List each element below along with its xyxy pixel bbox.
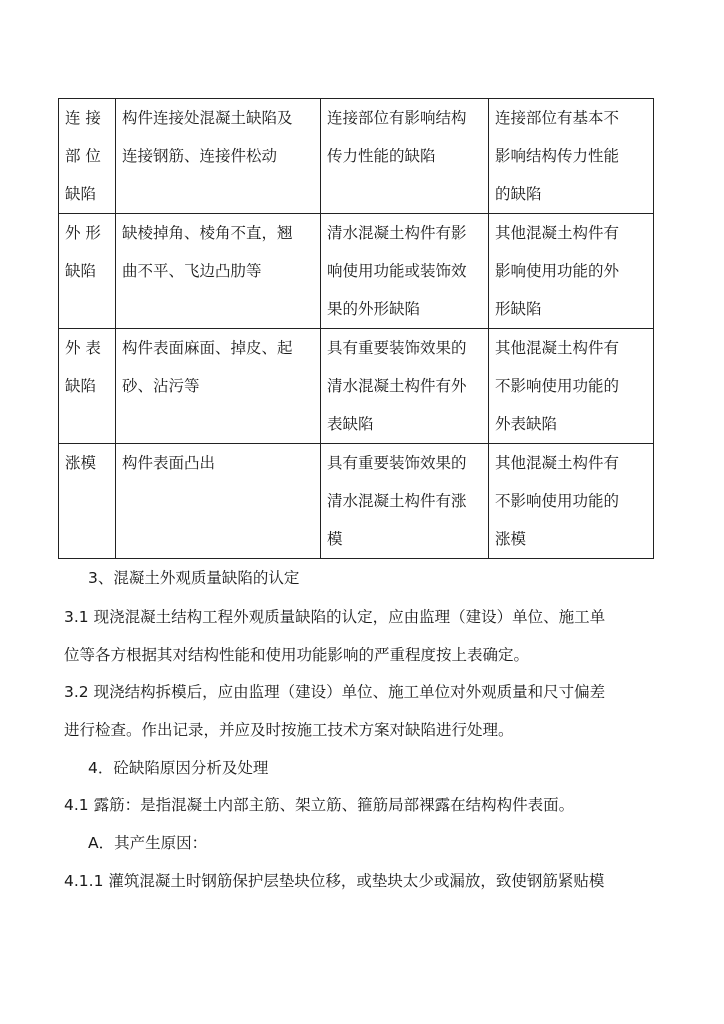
serious-defect-cell: 具有重要装饰效果的 清水混凝土构件有外 表缺陷	[321, 329, 489, 444]
table-row	[59, 99, 654, 214]
defect-name-cell: 涨模	[59, 444, 116, 559]
table-row	[59, 214, 654, 329]
paragraph-3-1-line-2: 位等各方根据其对结构性能和使用功能影响的严重程度按上表确定。	[64, 646, 530, 664]
defect-phenomenon-cell: 构件连接处混凝土缺陷及 连接钢筋、连接件松动	[116, 99, 321, 214]
paragraph-3-2-line-2: 进行检查。作出记录，并应及时按施工技术方案对缺陷进行处理。	[64, 721, 514, 739]
defect-phenomenon-cell: 构件表面麻面、掉皮、起 砂、沾污等	[116, 329, 321, 444]
paragraph-3-2-line-1: 3.2 现浇结构拆模后，应由监理（建设）单位、施工单位对外观质量和尺寸偏差	[64, 683, 606, 701]
general-defect-cell: 其他混凝土构件有 不影响使用功能的 涨模	[489, 444, 654, 559]
section-4-heading: 4．砼缺陷原因分析及处理	[88, 759, 269, 777]
table-row	[59, 329, 654, 444]
defect-phenomenon-cell: 缺棱掉角、棱角不直，翘 曲不平、飞边凸肋等	[116, 214, 321, 329]
defect-name-cell: 外 形 缺陷	[59, 214, 116, 329]
defect-name-cell: 外 表 缺陷	[59, 329, 116, 444]
general-defect-cell: 其他混凝土构件有 影响使用功能的外 形缺陷	[489, 214, 654, 329]
paragraph-4-1-1: 4.1.1 灌筑混凝土时钢筋保护层垫块位移，或垫块太少或漏放，致使钢筋紧贴模	[64, 872, 605, 890]
paragraph-4-1: 4.1 露筋：是指混凝土内部主筋、架立筋、箍筋局部裸露在结构构件表面。	[64, 796, 575, 814]
defect-table-body	[59, 99, 654, 559]
defect-table	[58, 98, 654, 559]
defect-name-cell: 连 接 部 位 缺陷	[59, 99, 116, 214]
general-defect-cell: 其他混凝土构件有 不影响使用功能的 外表缺陷	[489, 329, 654, 444]
paragraph-3-1-line-1: 3.1 现浇混凝土结构工程外观质量缺陷的认定，应由监理（建设）单位、施工单	[64, 608, 606, 626]
subheading-a-causes: A．其产生原因：	[88, 834, 208, 852]
section-3-heading: 3、混凝土外观质量缺陷的认定	[88, 569, 300, 587]
defect-phenomenon-cell: 构件表面凸出	[116, 444, 321, 559]
serious-defect-cell: 连接部位有影响结构 传力性能的缺陷	[321, 99, 489, 214]
general-defect-cell: 连接部位有基本不 影响结构传力性能 的缺陷	[489, 99, 654, 214]
table-row	[59, 444, 654, 559]
serious-defect-cell: 具有重要装饰效果的 清水混凝土构件有涨 模	[321, 444, 489, 559]
serious-defect-cell: 清水混凝土构件有影 响使用功能或装饰效 果的外形缺陷	[321, 214, 489, 329]
